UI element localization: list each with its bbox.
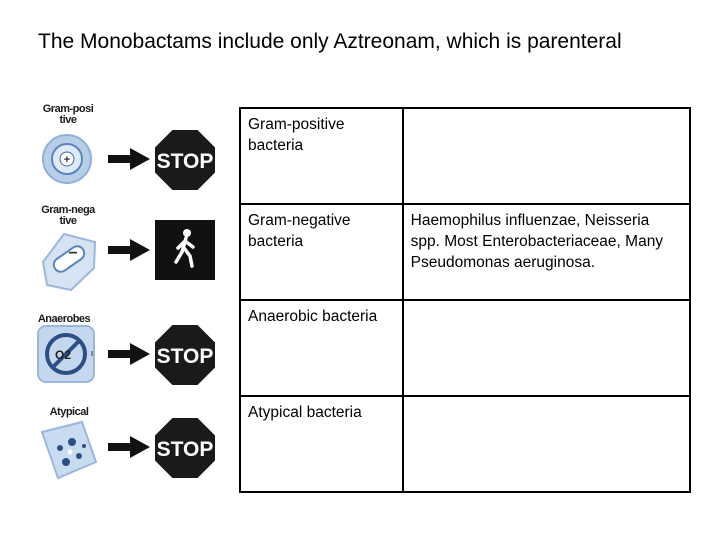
coverage-cell: Haemophilus influenzae, Neisseria spp. Most Enterobacteriaceae, Many Pseudomonas aeruginosa. [403,204,690,300]
gram-negative-icon [43,234,95,290]
svg-text:STOP: STOP [156,438,214,461]
table-row [240,300,690,396]
anaerobes-label: Anaerobes [37,313,91,325]
bacteria-cell: Gram-positive bacteria [240,108,403,204]
slide-title: The Monobactams include only Aztreonam, which is parenteral [38,30,622,53]
gram-positive-icon [43,135,91,183]
coverage-cell [403,108,690,204]
arrow-icon [108,436,150,458]
organism-icon-column [0,0,240,540]
stop-sign-icon [154,417,216,479]
svg-text:STOP: STOP [156,150,214,173]
minus-symbol: − [68,245,78,262]
bacteria-cell: Gram-negative bacteria [240,204,403,300]
spectrum-table [239,107,691,493]
arrow-icon [108,148,150,170]
atypical-label: Atypical [49,406,89,418]
gram-positive-label: Gram-positive [42,103,94,126]
table-row [240,204,690,300]
bacteria-cell: Anaerobic bacteria [240,300,403,396]
arrow-icon [108,343,150,365]
stop-sign-icon [154,129,216,191]
atypical-icon [42,422,96,478]
gram-negative-label: Gram-negative [41,204,95,227]
table-row [240,396,690,492]
coverage-cell [403,300,690,396]
svg-text:STOP: STOP [156,345,214,368]
bacteria-cell: Atypical bacteria [240,396,403,492]
walk-sign-icon [155,220,215,280]
table-row [240,108,690,204]
arrow-icon [108,239,150,261]
stop-sign-icon [154,324,216,386]
anaerobe-icon [38,326,94,382]
oxygen-symbol: O2 [54,348,72,362]
coverage-cell [403,396,690,492]
plus-symbol: + [63,154,71,166]
